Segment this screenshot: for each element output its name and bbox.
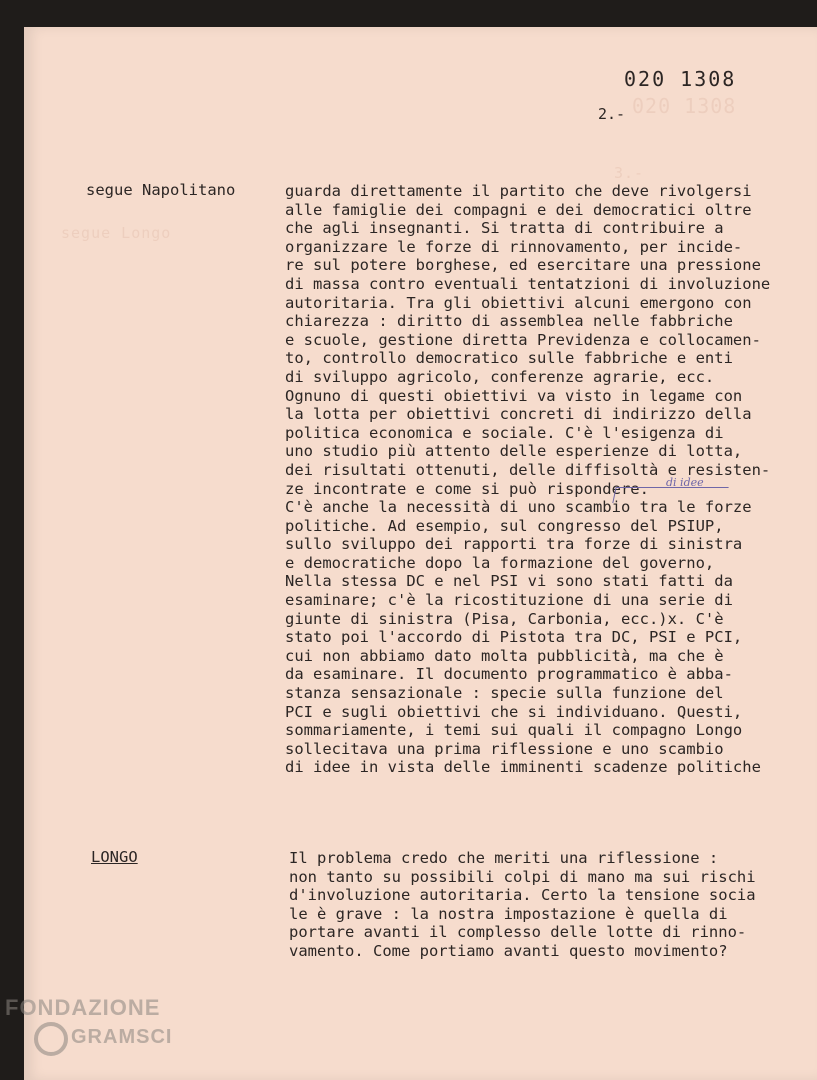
page-number: 2.- xyxy=(598,105,626,123)
speaker-label-napolitano: segue Napolitano xyxy=(86,181,236,199)
handwritten-insert-mark xyxy=(612,487,728,503)
text-line: d'involuzione autoritaria. Certo la tensione socia xyxy=(289,886,756,905)
paragraph-longo xyxy=(289,849,756,961)
text-line: C'è anche la necessità di uno scambio tra le forze xyxy=(285,498,752,517)
text-line: non tanto su possibili colpi di mano ma sui rischi xyxy=(289,867,756,886)
text-line: portare avanti il complesso delle lotte di rinno- xyxy=(289,923,747,942)
text-line: Il problema credo che meriti una riflessione : xyxy=(289,849,719,867)
text-line: che agli insegnanti. Si tratta di contribuire a xyxy=(285,219,724,238)
show-through-archive-number: 020 1308 xyxy=(632,94,737,118)
text-line: stanza sensazionale : specie sulla funzione del xyxy=(285,684,724,703)
text-line: da esaminare. Il documento programmatico è abba- xyxy=(285,665,733,684)
text-line: sullo sviluppo dei rapporti tra forze di sinistra xyxy=(285,535,743,554)
text-line: e scuole, gestione diretta Previdenza e collocamen- xyxy=(285,330,761,349)
fondazione-gramsci-watermark-logo xyxy=(5,993,205,1063)
text-line: di idee in vista delle imminenti scadenze politiche xyxy=(285,758,761,777)
text-line: stato poi l'accordo di Pistota tra DC, PSI e PCI, xyxy=(285,628,743,647)
handwritten-note: di idee xyxy=(666,476,704,489)
show-through-speaker: segue Longo xyxy=(61,224,172,242)
text-line: sommariamente, i temi sui quali il compagno Longo xyxy=(285,721,743,740)
text-line: alle famiglie dei compagni e dei democratici oltre xyxy=(285,200,752,219)
speaker-label-longo: LONGO xyxy=(91,848,138,866)
text-line: sollecitava una prima riflessione e uno scambio xyxy=(285,739,724,758)
text-line: le è grave : la nostra impostazione è quella di xyxy=(289,904,728,923)
text-line: Nella stessa DC e nel PSI vi sono stati fatti da xyxy=(285,572,733,591)
text-line: cui non abbiamo dato molta pubblicità, ma che è xyxy=(285,646,724,665)
text-line: di massa contro eventuali tentatzioni di involuzione xyxy=(285,274,771,293)
text-line: politiche. Ad esempio, sul congresso del PSIUP, xyxy=(285,516,724,535)
watermark-line-1: FONDAZIONE xyxy=(5,995,161,1020)
text-line: to, controllo democratico sulle fabbriche e enti xyxy=(285,349,733,368)
text-line: ze incontrate e come si può rispondere. xyxy=(285,479,649,498)
text-line: re sul potere borghese, ed esercitare una pressione xyxy=(285,256,761,275)
text-line: autoritaria. Tra gli obiettivi alcuni emergono con xyxy=(285,293,752,312)
text-line: organizzare le forze di rinnovamento, per incide- xyxy=(285,237,743,256)
text-line: PCI e sugli obiettivi che si individuano. Questi, xyxy=(285,702,743,721)
watermark-g-ring xyxy=(36,1024,66,1054)
text-line: e democratiche dopo la formazione del governo, xyxy=(285,553,715,572)
text-line: esaminare; c'è la ricostituzione di una serie di xyxy=(285,591,733,610)
text-line: vamento. Come portiamo avanti questo movimento? xyxy=(289,941,728,960)
watermark-line-2: GRAMSCI xyxy=(71,1026,173,1048)
text-line: di sviluppo agricolo, conferenze agrarie, ecc. xyxy=(285,367,715,386)
archive-number: 020 1308 xyxy=(624,67,737,91)
text-line: dei risultati ottenuti, delle diffisoltà e resisten- xyxy=(285,460,771,479)
text-line: guarda direttamente il partito che deve rivolgersi xyxy=(285,182,752,200)
text-line: uno studio più attento delle esperienze di lotta, xyxy=(285,442,743,461)
text-line: chiarezza : diritto di assemblea nelle fabbriche xyxy=(285,312,733,331)
text-line: Ognuno di questi obiettivi va visto in legame con xyxy=(285,386,743,405)
text-line: la lotta per obiettivi concreti di indirizzo della xyxy=(285,405,752,424)
text-line: giunte di sinistra (Pisa, Carbonia, ecc.)x. C'è xyxy=(285,609,724,628)
show-through-page-number: 3.- xyxy=(614,164,645,182)
document-page xyxy=(24,27,817,1080)
text-line: politica economica e sociale. C'è l'esigenza di xyxy=(285,423,724,442)
